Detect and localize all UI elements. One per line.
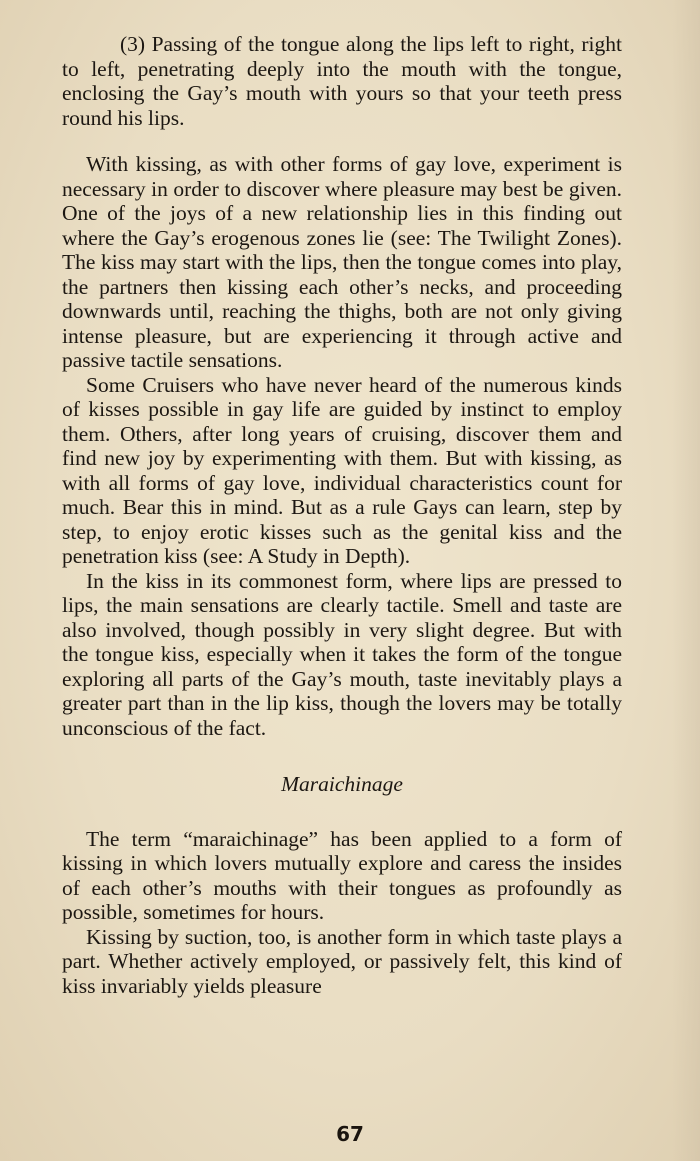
paragraph-maraichinage-term: The term “maraichinage” has been applied to a form of kissing in which lovers mutually explore and caress the insides of each other’s mouths with their tongues as profoundly as possible, sometimes for hours. [62, 826, 622, 924]
body-text [62, 32, 622, 998]
paragraph-suction-kiss: Kissing by suction, too, is another form in which taste plays a part. Whether actively employed, or passively felt, this kind of kiss invariably yields pleasure [62, 924, 622, 998]
section-heading: Maraichinage [281, 772, 403, 796]
page-edge-shadow [672, 0, 700, 1161]
page-number: 67 [336, 1122, 364, 1146]
paragraph-experiment: With kissing, as with other forms of gay love, experiment is necessary in order to discover where pleasure may best be given. One of the joys of a new relationship lies in this finding out where the Gay’s erogenous zones lie (see: The Twilight Zones). The kiss may start with the lips, then the tongue comes into play, the partners then kissing each other’s necks, and proceeding downwards until, reaching the thighs, both are not only giving intense pleasure, but are experiencing it through active and passive tactile sensations. [62, 152, 622, 372]
paragraph-cruisers: Some Cruisers who have never heard of the numerous kinds of kisses possible in gay life are guided by instinct to employ them. Others, after long years of cruising, discover them and find new joy by experimenting with them. But with kissing, as with all forms of gay love, individual characteristics count for much. Bear this in mind. But as a rule Gays can learn, step by step, to enjoy erotic kisses such as the genital kiss and the penetration kiss (see: A Study in Depth). [62, 372, 622, 568]
paragraph-tongue-passing: (3) Passing of the tongue along the lips left to right, right to left, penetrating deeply into the mouth with the tongue, enclosing the Gay’s mouth with yours so that your teeth press round his lips. [62, 32, 622, 130]
paragraph-common-kiss: In the kiss in its commonest form, where lips are pressed to lips, the main sensations are clearly tactile. Smell and taste are also involved, though possibly in very slight degree. But with the tongue kiss, especially when it takes the form of the tongue exploring all parts of the Gay’s mouth, taste inevitably plays a greater part than in the lip kiss, though the lovers may be totally unconscious of the fact. [62, 568, 622, 740]
paragraph-gap [62, 130, 622, 152]
